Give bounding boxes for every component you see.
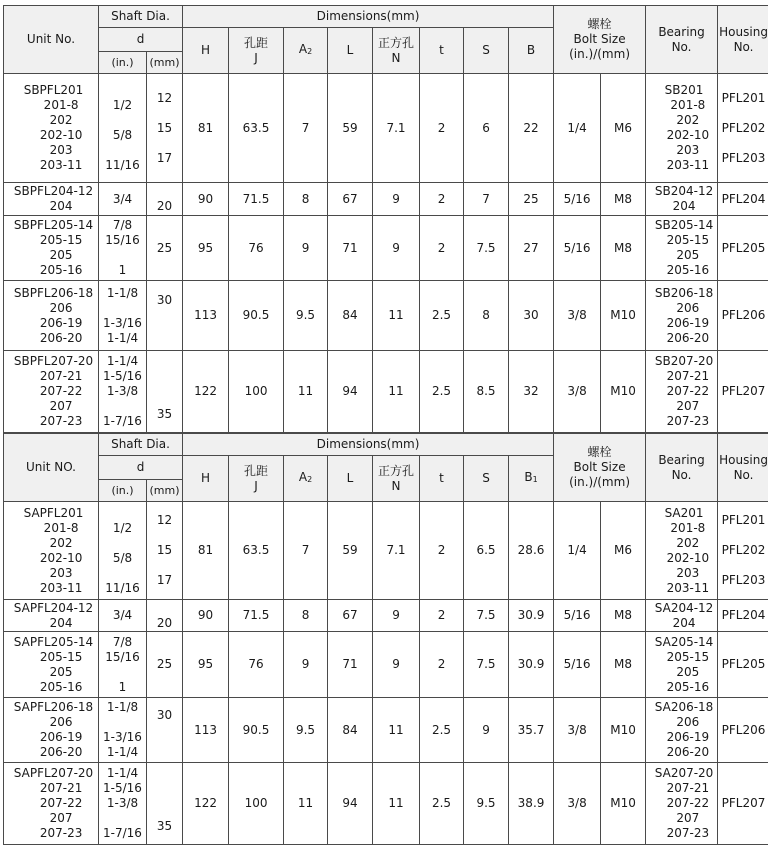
- l-cell: 84: [328, 281, 373, 351]
- t-cell: 2: [420, 502, 464, 600]
- j-cell: 100: [229, 351, 284, 433]
- bolt-in-cell: 3/8: [554, 763, 601, 845]
- b-cell: 27: [509, 216, 554, 281]
- shaft-mm-cell: 30: [147, 281, 183, 351]
- bearing-no-cell: SA204-12 204: [646, 600, 718, 632]
- j-header: 孔距 J: [229, 456, 284, 502]
- s-cell: 7.5: [464, 632, 509, 698]
- n-cell: 9: [373, 632, 420, 698]
- bolt-in-cell: 1/4: [554, 502, 601, 600]
- unit-no-cell: SBPFL206-18 206 206-19 206-20: [4, 281, 99, 351]
- mm-unit-header: (mm): [147, 480, 183, 502]
- b-cell: 25: [509, 183, 554, 216]
- l-header: L: [328, 28, 373, 74]
- l-header: L: [328, 456, 373, 502]
- bolt-mm-cell: M8: [601, 632, 646, 698]
- a-cell: 11: [284, 351, 328, 433]
- b-cell: 32: [509, 351, 554, 433]
- s-cell: 7.5: [464, 600, 509, 632]
- a-cell: 9: [284, 632, 328, 698]
- s-cell: 6: [464, 74, 509, 183]
- n-cell: 7.1: [373, 74, 420, 183]
- housing-no-cell: PFL205: [718, 216, 768, 281]
- housing-no-cell: PFL206: [718, 281, 768, 351]
- bolt-mm-cell: M10: [601, 281, 646, 351]
- j-cell: 90.5: [229, 698, 284, 763]
- shaft-mm-cell: 30: [147, 698, 183, 763]
- n-cell: 11: [373, 281, 420, 351]
- shaft-in-cell: 7/8 15/16 1: [99, 216, 147, 281]
- a-cell: 8: [284, 600, 328, 632]
- shaft-in-cell: 1-1/8 1-3/16 1-1/4: [99, 698, 147, 763]
- h-header: H: [183, 456, 229, 502]
- spec-table-sapfl: [3, 433, 768, 845]
- housing-no-cell: PFL206: [718, 698, 768, 763]
- h-cell: 113: [183, 698, 229, 763]
- shaft-mm-cell: 25: [147, 632, 183, 698]
- bolt-in-cell: 5/16: [554, 632, 601, 698]
- s-header: S: [464, 456, 509, 502]
- t-cell: 2: [420, 632, 464, 698]
- j-cell: 76: [229, 632, 284, 698]
- bolt-in-cell: 3/8: [554, 698, 601, 763]
- n-cell: 9: [373, 183, 420, 216]
- h-cell: 113: [183, 281, 229, 351]
- shaft-in-cell: 3/4: [99, 183, 147, 216]
- housing-no-cell: PFL205: [718, 632, 768, 698]
- l-cell: 94: [328, 763, 373, 845]
- bolt-mm-cell: M10: [601, 698, 646, 763]
- n-cell: 9: [373, 600, 420, 632]
- bolt-size-header: 螺栓 Bolt Size (in.)/(mm): [554, 6, 646, 74]
- bolt-in-cell: 5/16: [554, 600, 601, 632]
- t-cell: 2: [420, 600, 464, 632]
- shaft-mm-cell: 35: [147, 351, 183, 433]
- bearing-no-cell: SB205-14 205-15 205 205-16: [646, 216, 718, 281]
- t-cell: 2.5: [420, 351, 464, 433]
- h-cell: 90: [183, 600, 229, 632]
- bolt-mm-cell: M8: [601, 216, 646, 281]
- t-cell: 2: [420, 74, 464, 183]
- bearing-no-cell: SB207-20 207-21 207-22 207 207-23: [646, 351, 718, 433]
- l-cell: 59: [328, 502, 373, 600]
- l-cell: 67: [328, 600, 373, 632]
- a-cell: 11: [284, 763, 328, 845]
- shaft-mm-cell: 20: [147, 600, 183, 632]
- housing-no-header: Housing No.: [718, 6, 768, 74]
- unit-no-cell: SBPFL201 201-8 202 202-10 203 203-11: [4, 74, 99, 183]
- a2-header: $A_2$: [284, 456, 328, 502]
- bearing-no-cell: SA206-18 206 206-19 206-20: [646, 698, 718, 763]
- bolt-in-cell: 3/8: [554, 281, 601, 351]
- n-cell: 9: [373, 216, 420, 281]
- table-row: [4, 763, 768, 845]
- bolt-size-header: 螺栓 Bolt Size (in.)/(mm): [554, 434, 646, 502]
- l-cell: 59: [328, 74, 373, 183]
- bolt-mm-cell: M8: [601, 600, 646, 632]
- t-header: t: [420, 456, 464, 502]
- s-cell: 8.5: [464, 351, 509, 433]
- dimensions-header: Dimensions(mm): [183, 434, 554, 456]
- table-row: [4, 183, 768, 216]
- b-cell: 35.7: [509, 698, 554, 763]
- d-header: d: [99, 456, 183, 480]
- a-cell: 7: [284, 502, 328, 600]
- b-cell: 22: [509, 74, 554, 183]
- d-header: d: [99, 28, 183, 52]
- l-cell: 94: [328, 351, 373, 433]
- n-cell: 11: [373, 698, 420, 763]
- table-row: [4, 502, 768, 600]
- a-cell: 7: [284, 74, 328, 183]
- a-cell: 9: [284, 216, 328, 281]
- shaft-in-cell: 7/8 15/16 1: [99, 632, 147, 698]
- shaft-mm-cell: 25: [147, 216, 183, 281]
- h-cell: 81: [183, 502, 229, 600]
- a2-header: $A_2$: [284, 28, 328, 74]
- j-cell: 90.5: [229, 281, 284, 351]
- shaft-in-cell: 1-1/4 1-5/16 1-3/8 1-7/16: [99, 763, 147, 845]
- dimensions-header: Dimensions(mm): [183, 6, 554, 28]
- housing-no-cell: PFL201 PFL202 PFL203: [718, 502, 768, 600]
- b-cell: 30.9: [509, 632, 554, 698]
- j-cell: 76: [229, 216, 284, 281]
- table-row: [4, 698, 768, 763]
- l-cell: 71: [328, 216, 373, 281]
- t-cell: 2: [420, 183, 464, 216]
- bearing-no-cell: SB204-12 204: [646, 183, 718, 216]
- a-cell: 9.5: [284, 698, 328, 763]
- shaft-mm-cell: 12 15 17: [147, 74, 183, 183]
- unit-no-cell: SBPFL204-12 204: [4, 183, 99, 216]
- unit-no-cell: SAPFL207-20 207-21 207-22 207 207-23: [4, 763, 99, 845]
- h-cell: 95: [183, 632, 229, 698]
- s-header: S: [464, 28, 509, 74]
- shaft-dia-header: Shaft Dia.: [99, 434, 183, 456]
- table-row: [4, 600, 768, 632]
- l-cell: 71: [328, 632, 373, 698]
- b-cell: 30.9: [509, 600, 554, 632]
- shaft-in-cell: 3/4: [99, 600, 147, 632]
- table-row: [4, 216, 768, 281]
- in-unit-header: (in.): [99, 480, 147, 502]
- n-cell: 11: [373, 351, 420, 433]
- shaft-in-cell: 1-1/4 1-5/16 1-3/8 1-7/16: [99, 351, 147, 433]
- l-cell: 84: [328, 698, 373, 763]
- j-cell: 100: [229, 763, 284, 845]
- b-cell: 30: [509, 281, 554, 351]
- unit-no-cell: SAPFL204-12 204: [4, 600, 99, 632]
- shaft-in-cell: 1/2 5/8 11/16: [99, 502, 147, 600]
- j-cell: 63.5: [229, 502, 284, 600]
- shaft-in-cell: 1-1/8 1-3/16 1-1/4: [99, 281, 147, 351]
- bolt-mm-cell: M6: [601, 502, 646, 600]
- j-cell: 63.5: [229, 74, 284, 183]
- n-header: 正方孔 N: [373, 28, 420, 74]
- bearing-no-cell: SB206-18 206 206-19 206-20: [646, 281, 718, 351]
- bolt-in-cell: 5/16: [554, 183, 601, 216]
- bolt-in-cell: 1/4: [554, 74, 601, 183]
- unit-no-header: Unit NO.: [4, 434, 99, 502]
- s-cell: 6.5: [464, 502, 509, 600]
- housing-no-cell: PFL204: [718, 600, 768, 632]
- bolt-in-cell: 5/16: [554, 216, 601, 281]
- shaft-in-cell: 1/2 5/8 11/16: [99, 74, 147, 183]
- h-cell: 90: [183, 183, 229, 216]
- unit-no-cell: SAPFL205-14 205-15 205 205-16: [4, 632, 99, 698]
- h-cell: 95: [183, 216, 229, 281]
- a-cell: 9.5: [284, 281, 328, 351]
- t-cell: 2.5: [420, 281, 464, 351]
- housing-no-header: Housing No.: [718, 434, 768, 502]
- s-cell: 7: [464, 183, 509, 216]
- bearing-no-cell: SA207-20 207-21 207-22 207 207-23: [646, 763, 718, 845]
- table-row: [4, 632, 768, 698]
- shaft-mm-cell: 12 15 17: [147, 502, 183, 600]
- housing-no-cell: PFL204: [718, 183, 768, 216]
- bearing-no-header: Bearing No.: [646, 434, 718, 502]
- shaft-mm-cell: 20: [147, 183, 183, 216]
- t-cell: 2: [420, 216, 464, 281]
- mm-unit-header: (mm): [147, 52, 183, 74]
- j-header: 孔距 J: [229, 28, 284, 74]
- t-cell: 2.5: [420, 698, 464, 763]
- h-header: H: [183, 28, 229, 74]
- bolt-in-cell: 3/8: [554, 351, 601, 433]
- spec-table-sbpfl: [3, 5, 768, 433]
- bolt-mm-cell: M8: [601, 183, 646, 216]
- h-cell: 122: [183, 763, 229, 845]
- t-header: t: [420, 28, 464, 74]
- s-cell: 9.5: [464, 763, 509, 845]
- n-header: 正方孔 N: [373, 456, 420, 502]
- b1-header: $B_1$: [509, 456, 554, 502]
- bearing-no-cell: SB201 201-8 202 202-10 203 203-11: [646, 74, 718, 183]
- unit-no-cell: SBPFL205-14 205-15 205 205-16: [4, 216, 99, 281]
- shaft-dia-header: Shaft Dia.: [99, 6, 183, 28]
- s-cell: 7.5: [464, 216, 509, 281]
- unit-no-cell: SBPFL207-20 207-21 207-22 207 207-23: [4, 351, 99, 433]
- housing-no-cell: PFL201 PFL202 PFL203: [718, 74, 768, 183]
- j-cell: 71.5: [229, 600, 284, 632]
- bearing-no-cell: SA205-14 205-15 205 205-16: [646, 632, 718, 698]
- h-cell: 81: [183, 74, 229, 183]
- n-cell: 11: [373, 763, 420, 845]
- housing-no-cell: PFL207: [718, 763, 768, 845]
- unit-no-cell: SAPFL206-18 206 206-19 206-20: [4, 698, 99, 763]
- bolt-mm-cell: M10: [601, 763, 646, 845]
- shaft-mm-cell: 35: [147, 763, 183, 845]
- housing-no-cell: PFL207: [718, 351, 768, 433]
- l-cell: 67: [328, 183, 373, 216]
- a-cell: 8: [284, 183, 328, 216]
- b-cell: 28.6: [509, 502, 554, 600]
- bolt-mm-cell: M10: [601, 351, 646, 433]
- unit-no-cell: SAPFL201 201-8 202 202-10 203 203-11: [4, 502, 99, 600]
- s-cell: 8: [464, 281, 509, 351]
- s-cell: 9: [464, 698, 509, 763]
- bearing-no-header: Bearing No.: [646, 6, 718, 74]
- t-cell: 2.5: [420, 763, 464, 845]
- unit-no-header: Unit No.: [4, 6, 99, 74]
- b-header: B: [509, 28, 554, 74]
- n-cell: 7.1: [373, 502, 420, 600]
- in-unit-header: (in.): [99, 52, 147, 74]
- h-cell: 122: [183, 351, 229, 433]
- bolt-mm-cell: M6: [601, 74, 646, 183]
- b-cell: 38.9: [509, 763, 554, 845]
- table-row: [4, 351, 768, 433]
- table-row: [4, 74, 768, 183]
- j-cell: 71.5: [229, 183, 284, 216]
- table-row: [4, 281, 768, 351]
- bearing-no-cell: SA201 201-8 202 202-10 203 203-11: [646, 502, 718, 600]
